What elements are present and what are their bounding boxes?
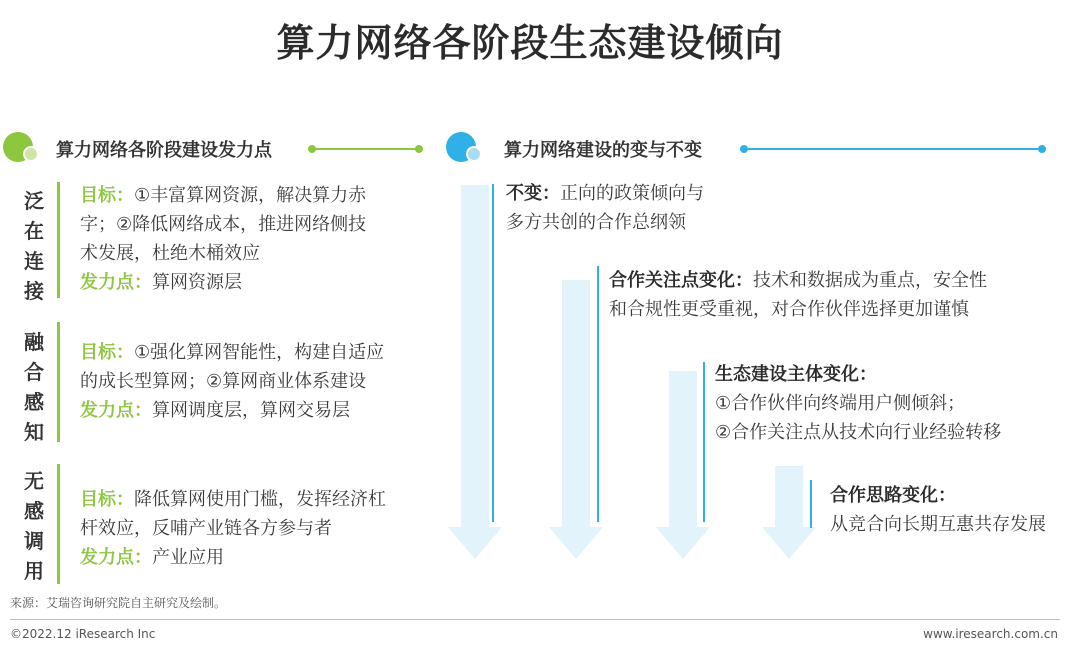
- stage-name: 泛 在 连 接: [24, 189, 44, 303]
- change-item: 不变：正向的政策倾向与 多方共创的合作总纲领: [506, 183, 704, 233]
- item-divider: [492, 184, 494, 522]
- right-section-header: 算力网络建设的变与不变: [504, 140, 702, 161]
- section-bullet-inner-icon: [466, 146, 482, 162]
- header-line: [744, 148, 1044, 150]
- footer-divider: [10, 619, 1060, 620]
- down-arrow: [461, 185, 489, 527]
- copyright: ©2022.12 iResearch Inc: [10, 627, 156, 641]
- stage-divider: [57, 464, 60, 584]
- stage-description: 目标：降低算网使用门槛，发挥经济杠 杆效应，反哺产业链各方参与者 发力点：产业应用: [80, 489, 386, 568]
- change-item: 合作思路变化： 从竞合向长期互惠共存发展: [830, 485, 1046, 535]
- item-divider: [597, 266, 599, 522]
- stage-divider: [57, 322, 60, 442]
- down-arrow: [775, 466, 803, 527]
- change-item: 生态建设主体变化： ①合作伙伴向终端用户侧倾斜； ②合作关注点从技术向行业经验转移: [715, 364, 1002, 443]
- down-arrow-head: [762, 527, 816, 559]
- down-arrow-head: [549, 527, 603, 559]
- header-line: [312, 148, 418, 150]
- down-arrow-head: [656, 527, 710, 559]
- item-divider: [703, 362, 705, 522]
- page-title: 算力网络各阶段生态建设倾向: [276, 21, 784, 65]
- stage-divider: [57, 182, 60, 298]
- stage-description: 目标：①丰富算网资源，解决算力赤 字；②降低网络成本，推进网络侧技 术发展，杜绝木桶效应 发力点：算网资源层: [80, 185, 367, 293]
- stage-description: 目标：①强化算网智能性，构建自适应 的成长型算网；②算网商业体系建设 发力点：算网调度层，算网交易层: [80, 342, 385, 421]
- item-divider: [810, 480, 812, 528]
- down-arrow: [562, 280, 590, 527]
- down-arrow-head: [448, 527, 502, 559]
- change-item: 合作关注点变化：技术和数据成为重点，安全性 和合规性更受重视，对合作伙伴选择更加谨慎: [609, 270, 987, 320]
- down-arrow: [669, 371, 697, 527]
- header-line-dot-end: [1038, 145, 1046, 153]
- website-link[interactable]: www.iresearch.com.cn: [923, 627, 1058, 641]
- stage-name: 无 感 调 用: [24, 469, 44, 583]
- stage-name: 融 合 感 知: [24, 330, 44, 444]
- section-bullet-inner-icon: [23, 146, 39, 162]
- source-note: 来源：艾瑞咨询研究院自主研究及绘制。: [10, 596, 227, 610]
- header-line-dot-end: [415, 145, 423, 153]
- left-section-header: 算力网络各阶段建设发力点: [56, 140, 272, 161]
